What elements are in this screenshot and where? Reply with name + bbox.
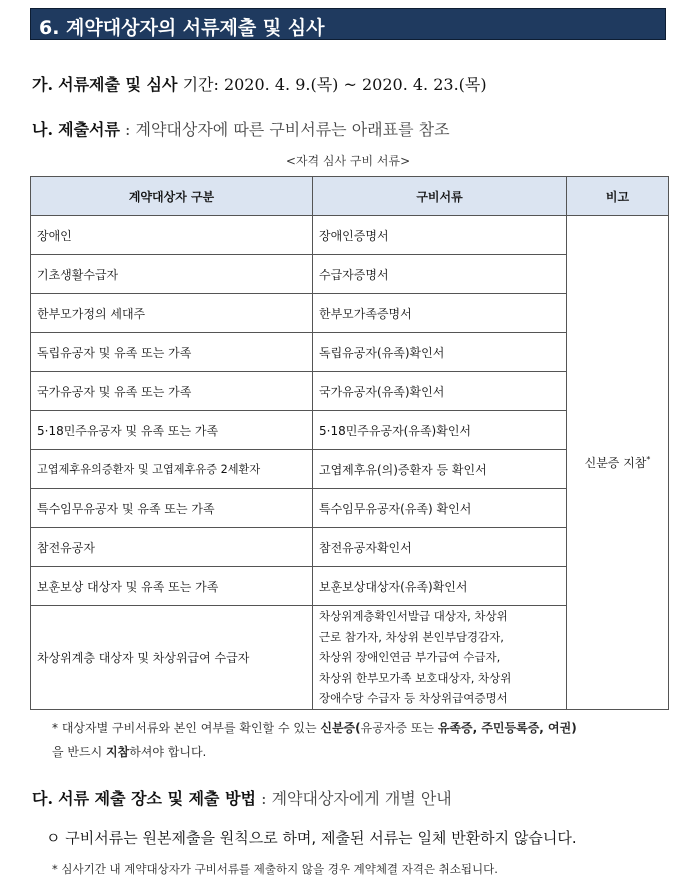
footnote-text: 하셔야 합니다. <box>129 745 207 759</box>
category-cell: 차상위계층 대상자 및 차상위급여 수급자 <box>31 606 313 710</box>
table-caption: <자격 심사 구비 서류> <box>285 154 411 168</box>
docs-cell: 고엽제후유(의)증환자 등 확인서 <box>313 450 567 489</box>
table-row <box>31 216 669 255</box>
category-cell: 보훈보상 대상자 및 유족 또는 가족 <box>31 567 313 606</box>
docs-cell: 한부모가족증명서 <box>313 294 567 333</box>
docs-cell: 국가유공자(유족)확인서 <box>313 372 567 411</box>
bullet-item <box>46 827 577 848</box>
item-ga-marker: 가. <box>32 75 54 94</box>
item-da-text: : 계약대상자에게 개별 안내 <box>261 789 452 808</box>
docs-line: 차상위 장애인연금 부가급여 수급자, <box>319 650 501 664</box>
item-da-marker: 다. <box>32 789 54 808</box>
footnote-id-card <box>52 716 577 764</box>
docs-cell: 특수임무유공자(유족) 확인서 <box>313 489 567 528</box>
category-cell: 특수임무유공자 및 유족 또는 가족 <box>31 489 313 528</box>
footnote-bold: 신분증( <box>320 721 361 735</box>
item-ga-title: 서류제출 및 심사 <box>58 75 178 94</box>
header-docs: 구비서류 <box>313 177 567 216</box>
docs-line: 차상위 한부모가족 보호대상자, 차상위 <box>319 670 512 685</box>
header-category: 계약대상자 구분 <box>31 177 313 216</box>
note-cell <box>567 216 669 710</box>
documents-table <box>30 176 669 710</box>
category-cell: 한부모가정의 세대주 <box>31 294 313 333</box>
item-na <box>32 117 450 140</box>
docs-cell: 5·18민주유공자(유족)확인서 <box>313 411 567 450</box>
item-da <box>32 786 452 809</box>
docs-cell: 수급자증명서 <box>313 255 567 294</box>
docs-line: 차상위계층확인서발급 대상자, 차상위 <box>319 609 508 623</box>
docs-cell: 장애인증명서 <box>313 216 567 255</box>
docs-line: 근로 참가자, 차상위 본인부담경감자, <box>319 629 504 644</box>
footnote-bold: 유족증, 주민등록증, 여권) <box>437 721 577 735</box>
docs-line: 장애수당 수급자 등 차상위급여증명서 <box>319 691 508 705</box>
section-header <box>30 8 666 40</box>
footnote-text: 을 반드시 <box>52 745 106 759</box>
item-ga-text: 기간: 2020. 4. 9.(목) ~ 2020. 4. 23.(목) <box>182 75 487 94</box>
section-title: 6. 계약대상자의 서류제출 및 심사 <box>39 17 325 39</box>
item-na-marker: 나. <box>32 120 54 139</box>
docs-cell: 참전유공자확인서 <box>313 528 567 567</box>
category-cell: 참전유공자 <box>31 528 313 567</box>
table-header-row <box>31 177 669 216</box>
category-cell: 고엽제후유의증환자 및 고엽제후유증 2세환자 <box>31 450 313 489</box>
footnote-line-1 <box>52 716 577 740</box>
header-note: 비고 <box>567 177 669 216</box>
note-text: 신분증 지참 <box>584 455 647 470</box>
docs-cell-multiline <box>313 606 567 710</box>
item-na-text: : 계약대상자에 따른 구비서류는 아래표를 참조 <box>125 120 450 139</box>
footnote-bold: 지참 <box>106 745 130 759</box>
note-mark: * <box>646 454 651 464</box>
category-cell: 5·18민주유공자 및 유족 또는 가족 <box>31 411 313 450</box>
category-cell: 장애인 <box>31 216 313 255</box>
category-cell: 국가유공자 및 유족 또는 가족 <box>31 372 313 411</box>
bullet-text: 구비서류는 원본제출을 원칙으로 하며, 제출된 서류는 일체 반환하지 않습니다. <box>65 829 577 847</box>
item-da-title: 서류 제출 장소 및 제출 방법 <box>58 789 256 808</box>
category-cell: 기초생활수급자 <box>31 255 313 294</box>
docs-cell: 보훈보상대상자(유족)확인서 <box>313 567 567 606</box>
docs-cell: 독립유공자(유족)확인서 <box>313 333 567 372</box>
footnote-text: * 대상자별 구비서류와 본인 여부를 확인할 수 있는 <box>52 721 321 735</box>
category-cell: 독립유공자 및 유족 또는 가족 <box>31 333 313 372</box>
item-na-title: 제출서류 <box>58 120 120 139</box>
footnote-text: 유공자증 또는 <box>360 721 438 735</box>
footnote-cancellation: * 심사기간 내 계약대상자가 구비서류를 제출하지 않을 경우 계약체결 자격은 취소됩니다. <box>52 862 498 876</box>
item-ga <box>32 72 487 95</box>
footnote-line-2 <box>52 740 577 764</box>
bullet-marker: ㅇ <box>46 829 61 847</box>
